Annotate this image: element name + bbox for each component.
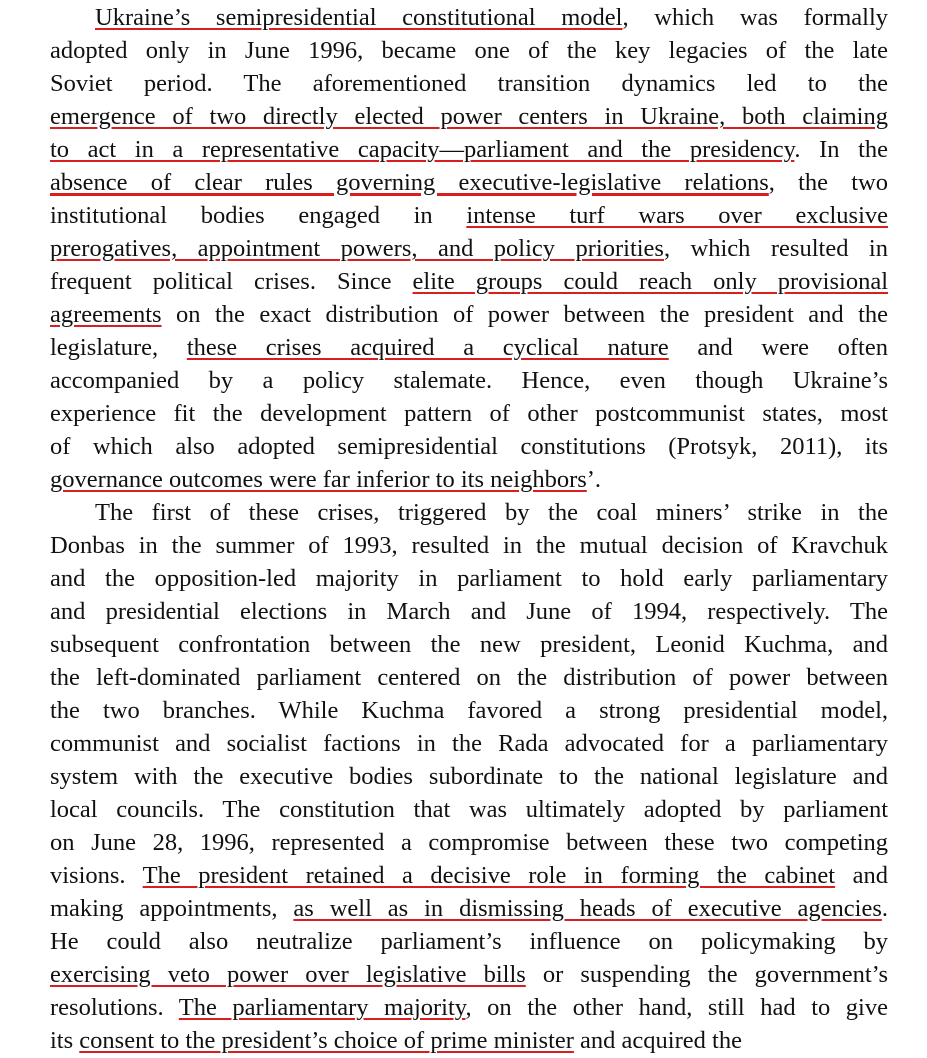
text-line <box>50 298 888 331</box>
highlighted-text: The parliamentary majority <box>178 994 466 1021</box>
highlighted-text: to act in a representative capacity—parliament and the presidency <box>50 136 795 163</box>
body-text: legislature, <box>50 334 187 361</box>
body-text: communist and socialist factions in the Rada advocated for a parliamentary <box>50 730 888 757</box>
text-line <box>50 727 888 760</box>
text-line <box>50 397 888 430</box>
text-line <box>50 463 888 496</box>
body-text: institutional bodies engaged in <box>50 202 467 229</box>
text-line <box>95 1 888 34</box>
body-text: , on the other hand, still had to give <box>465 994 888 1021</box>
text-line <box>95 496 888 529</box>
body-text: the two branches. While Kuchma favored a strong presidential model, <box>50 697 888 724</box>
highlighted-text: as well as in dismissing heads of executive agencies <box>293 895 882 922</box>
body-text: He could also neutralize parliament’s influence on policymaking by <box>50 928 888 955</box>
text-line <box>50 34 888 67</box>
text-line <box>50 991 888 1024</box>
body-text: subsequent confrontation between the new president, Leonid Kuchma, and <box>50 631 888 658</box>
highlighted-text: intense turf wars over exclusive <box>466 202 888 229</box>
highlighted-text: governance outcomes were far inferior to its neighbors <box>50 466 587 493</box>
highlighted-text: exercising veto power over legislative bills <box>50 961 526 988</box>
body-text: on June 28, 1996, represented a compromise between these two competing <box>50 829 888 856</box>
text-line <box>50 331 888 364</box>
body-text: on the exact distribution of power between the president and the <box>161 301 888 328</box>
text-line <box>50 826 888 859</box>
text-line <box>50 661 888 694</box>
body-text: , the two <box>768 169 888 196</box>
text-line <box>50 133 888 166</box>
highlighted-text: these crises acquired a cyclical nature <box>186 334 669 361</box>
body-text: . In the <box>794 136 888 163</box>
text-line <box>50 199 888 232</box>
body-text: and acquired the <box>573 1027 742 1054</box>
text-line <box>50 364 888 397</box>
text-line <box>50 67 888 100</box>
highlighted-text: agreements <box>50 301 162 328</box>
text-line <box>50 595 888 628</box>
highlighted-text: emergence of two directly elected power centers in Ukraine, both claiming <box>50 103 888 130</box>
body-text: The first of these crises, triggered by the coal miners’ strike in the <box>95 499 888 526</box>
body-text: visions. <box>50 862 143 889</box>
body-text: and presidential elections in March and June of 1994, respectively. The <box>50 598 888 625</box>
text-line <box>50 265 888 298</box>
text-line <box>50 760 888 793</box>
highlighted-text-strong: absence of clear rules governing executive-legislative relations <box>50 169 769 196</box>
body-text: local councils. The constitution that was ultimately adopted by parliament <box>50 796 888 823</box>
body-text: experience fit the development pattern of other postcommunist states, most <box>50 400 888 427</box>
text-line <box>50 925 888 958</box>
highlighted-text: The president retained a decisive role in forming the cabinet <box>142 862 836 889</box>
body-text: adopted only in June 1996, became one of the key legacies of the late <box>50 37 888 64</box>
body-text: of which also adopted semipresidential constitutions (Protsyk, 2011), its <box>50 433 888 460</box>
text-line <box>50 892 888 925</box>
body-text: Soviet period. The aforementioned transition dynamics led to the <box>50 70 888 97</box>
body-text: resolutions. <box>50 994 179 1021</box>
text-line <box>50 166 888 199</box>
body-text: . <box>881 895 888 922</box>
text-line <box>50 958 888 991</box>
body-text: , which was formally <box>622 4 888 31</box>
body-text: and were often <box>668 334 888 361</box>
highlighted-text: elite groups could reach only provisional <box>412 268 888 295</box>
body-text: and <box>835 862 888 889</box>
text-line <box>50 793 888 826</box>
text-line <box>50 100 888 133</box>
text-line <box>50 430 888 463</box>
body-text: making appointments, <box>50 895 294 922</box>
body-text: frequent political crises. Since <box>50 268 413 295</box>
text-line <box>50 529 888 562</box>
highlighted-text: Ukraine’s semipresidential constitutional model <box>95 4 623 31</box>
body-text: the left-dominated parliament centered on the distribution of power between <box>50 664 888 691</box>
text-line <box>50 232 888 265</box>
body-text: and the opposition-led majority in parliament to hold early parliamentary <box>50 565 888 592</box>
body-text: , which resulted in <box>663 235 888 262</box>
text-line <box>50 628 888 661</box>
highlighted-text: consent to the president’s choice of prime minister <box>79 1027 574 1054</box>
body-text: Donbas in the summer of 1993, resulted in the mutual decision of Kravchuk <box>50 532 888 559</box>
text-line <box>50 562 888 595</box>
body-text: accompanied by a policy stalemate. Hence, even though Ukraine’s <box>50 367 888 394</box>
body-text: or suspending the government’s <box>525 961 888 988</box>
text-line <box>50 694 888 727</box>
body-text: its <box>50 1027 80 1054</box>
highlighted-text: prerogatives, appointment powers, and policy priorities <box>50 235 664 262</box>
body-text: system with the executive bodies subordinate to the national legislature and <box>50 763 888 790</box>
body-text: ’. <box>586 466 602 493</box>
text-line <box>50 1024 888 1057</box>
text-line <box>50 859 888 892</box>
